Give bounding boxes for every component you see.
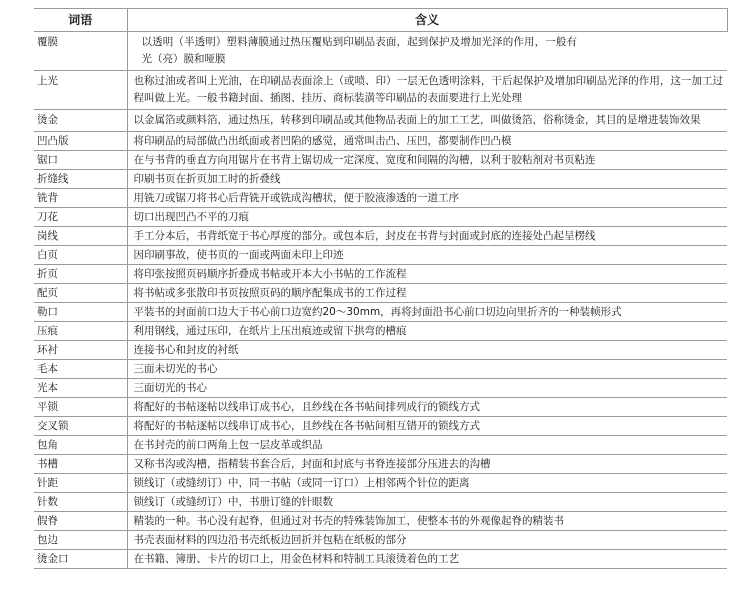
term-cell: 书槽: [34, 455, 127, 474]
glossary-table: [34, 8, 728, 569]
definition-cell: 精装的一种。书心没有起脊，但通过对书壳的特殊装饰加工，使整本书的外观像起脊的精装书: [127, 512, 727, 531]
term-cell: 环衬: [34, 341, 127, 360]
table-row: [34, 455, 727, 474]
table-row: [34, 398, 727, 417]
term-cell: 铣背: [34, 189, 127, 208]
definition-cell: 印刷书页在折页加工时的折叠线: [127, 170, 727, 189]
table-row: [34, 246, 727, 265]
table-row: [34, 151, 727, 170]
table-row: [34, 550, 727, 569]
definition-cell: 将书帖或多张散印书页按照页码的顺序配集成书的工作过程: [127, 284, 727, 303]
term-cell: 覆膜: [34, 32, 127, 71]
definition-cell: 将配好的书帖逐帖以线串订成书心，且纱线在各书帖间相互错开的锁线方式: [127, 417, 727, 436]
table-row: [34, 227, 727, 246]
definition-cell: 在书封壳的前口两角上包一层皮革或织品: [127, 436, 727, 455]
table-row: [34, 208, 727, 227]
definition-cell: 三面未切光的书心: [127, 360, 727, 379]
term-cell: 平锁: [34, 398, 127, 417]
table-row: [34, 512, 727, 531]
term-cell: 折页: [34, 265, 127, 284]
definition-cell: 在书籍、簿册、卡片的切口上，用金色材料和特制工具滚烫着色的工艺: [127, 550, 727, 569]
term-cell: 针数: [34, 493, 127, 512]
term-cell: 包边: [34, 531, 127, 550]
term-cell: 压痕: [34, 322, 127, 341]
table-row: [34, 170, 727, 189]
definition-cell: 切口出现凹凸不平的刀痕: [127, 208, 727, 227]
table-row: [34, 265, 727, 284]
definition-cell: 以金属箔或颜料箔，通过热压，转移到印刷品或其他物品表面上的加工工艺，叫做烫箔，俗称烫金，其目的是增进装饰效果: [127, 110, 727, 132]
term-cell: 岗线: [34, 227, 127, 246]
term-cell: 交叉锁: [34, 417, 127, 436]
definition-cell: 书壳表面材料的四边沿书壳纸板边回折并包粘在纸板的部分: [127, 531, 727, 550]
term-cell: 光本: [34, 379, 127, 398]
definition-cell: 利用钢线，通过压印，在纸片上压出痕迹或留下拱弯的槽痕: [127, 322, 727, 341]
term-cell: 假脊: [34, 512, 127, 531]
definition-cell: 用铣刀或锯刀将书心后背铣开或铣成沟槽状，便于胶液渗透的一道工序: [127, 189, 727, 208]
table-row: [34, 71, 727, 110]
table-row: [34, 303, 727, 322]
term-cell: 包角: [34, 436, 127, 455]
table-header: [34, 9, 727, 32]
definition-cell: 在与书背的垂直方向用锯片在书背上锯切成一定深度、宽度和间隔的沟槽，以利于胶粘剂对书页粘连: [127, 151, 727, 170]
definition-cell: 将印刷品的局部做凸出纸面或者凹陷的感觉，通常叫击凸、压凹，都要制作凹凸模: [127, 132, 727, 151]
header-definition: 含义: [127, 9, 727, 32]
definition-cell: 也称过油或者叫上光油，在印刷品表面涂上（或喷、印）一层无色透明涂料，干后起保护及增加印刷品光泽的作用，这一加工过程叫做上光。一般书籍封面、插图、挂历、商标装潢等印刷品的表面要进行上光处理: [127, 71, 727, 110]
term-cell: 白页: [34, 246, 127, 265]
definition-cell: 将配好的书帖逐帖以线串订成书心，且纱线在各书帖间排列成行的锁线方式: [127, 398, 727, 417]
table-row: [34, 493, 727, 512]
term-cell: 凹凸版: [34, 132, 127, 151]
term-cell: 烫金: [34, 110, 127, 132]
table-row: [34, 132, 727, 151]
term-cell: 锯口: [34, 151, 127, 170]
table-row: [34, 379, 727, 398]
table-row: [34, 360, 727, 379]
table-row: [34, 110, 727, 132]
definition-cell: 平装书的封面前口边大于书心前口边宽约20～30mm，再将封面沿书心前口切边向里折齐的一种装帧形式: [127, 303, 727, 322]
table-row: [34, 417, 727, 436]
definition-cell: 手工分本后，书背纸宽于书心厚度的部分。或包本后，封皮在书背与封面或封底的连接处凸起呈楞线: [127, 227, 727, 246]
table-row: [34, 531, 727, 550]
definition-cell: 连接书心和封皮的衬纸: [127, 341, 727, 360]
table-row: [34, 284, 727, 303]
table-row: [34, 341, 727, 360]
term-cell: 配页: [34, 284, 127, 303]
definition-cell: 以透明（半透明）塑料薄膜通过热压覆贴到印刷品表面，起到保护及增加光泽的作用，一般有光（亮）膜和哑膜: [127, 32, 727, 71]
term-cell: 针距: [34, 474, 127, 493]
term-cell: 烫金口: [34, 550, 127, 569]
table-row: [34, 32, 727, 71]
table-row: [34, 189, 727, 208]
table-row: [34, 436, 727, 455]
definition-cell: 锁线订（或缝纫订）中，书册订缝的针眼数: [127, 493, 727, 512]
table-row: [34, 474, 727, 493]
table-body: [34, 32, 727, 569]
term-cell: 毛本: [34, 360, 127, 379]
definition-cell: 将印张按照页码顺序折叠成书帖或开本大小书帖的工作流程: [127, 265, 727, 284]
table-row: [34, 322, 727, 341]
definition-cell: 三面切光的书心: [127, 379, 727, 398]
definition-cell: 又称书沟或沟槽，指精装书套合后，封面和封底与书脊连接部分压进去的沟槽: [127, 455, 727, 474]
definition-cell: 因印刷事故，使书页的一面或两面未印上印迹: [127, 246, 727, 265]
definition-cell: 锁线订（或缝纫订）中，同一书帖（或同一订口）上相邻两个针位的距离: [127, 474, 727, 493]
term-cell: 刀花: [34, 208, 127, 227]
term-cell: 折缝线: [34, 170, 127, 189]
term-cell: 上光: [34, 71, 127, 110]
header-term: 词语: [34, 9, 127, 32]
term-cell: 勒口: [34, 303, 127, 322]
